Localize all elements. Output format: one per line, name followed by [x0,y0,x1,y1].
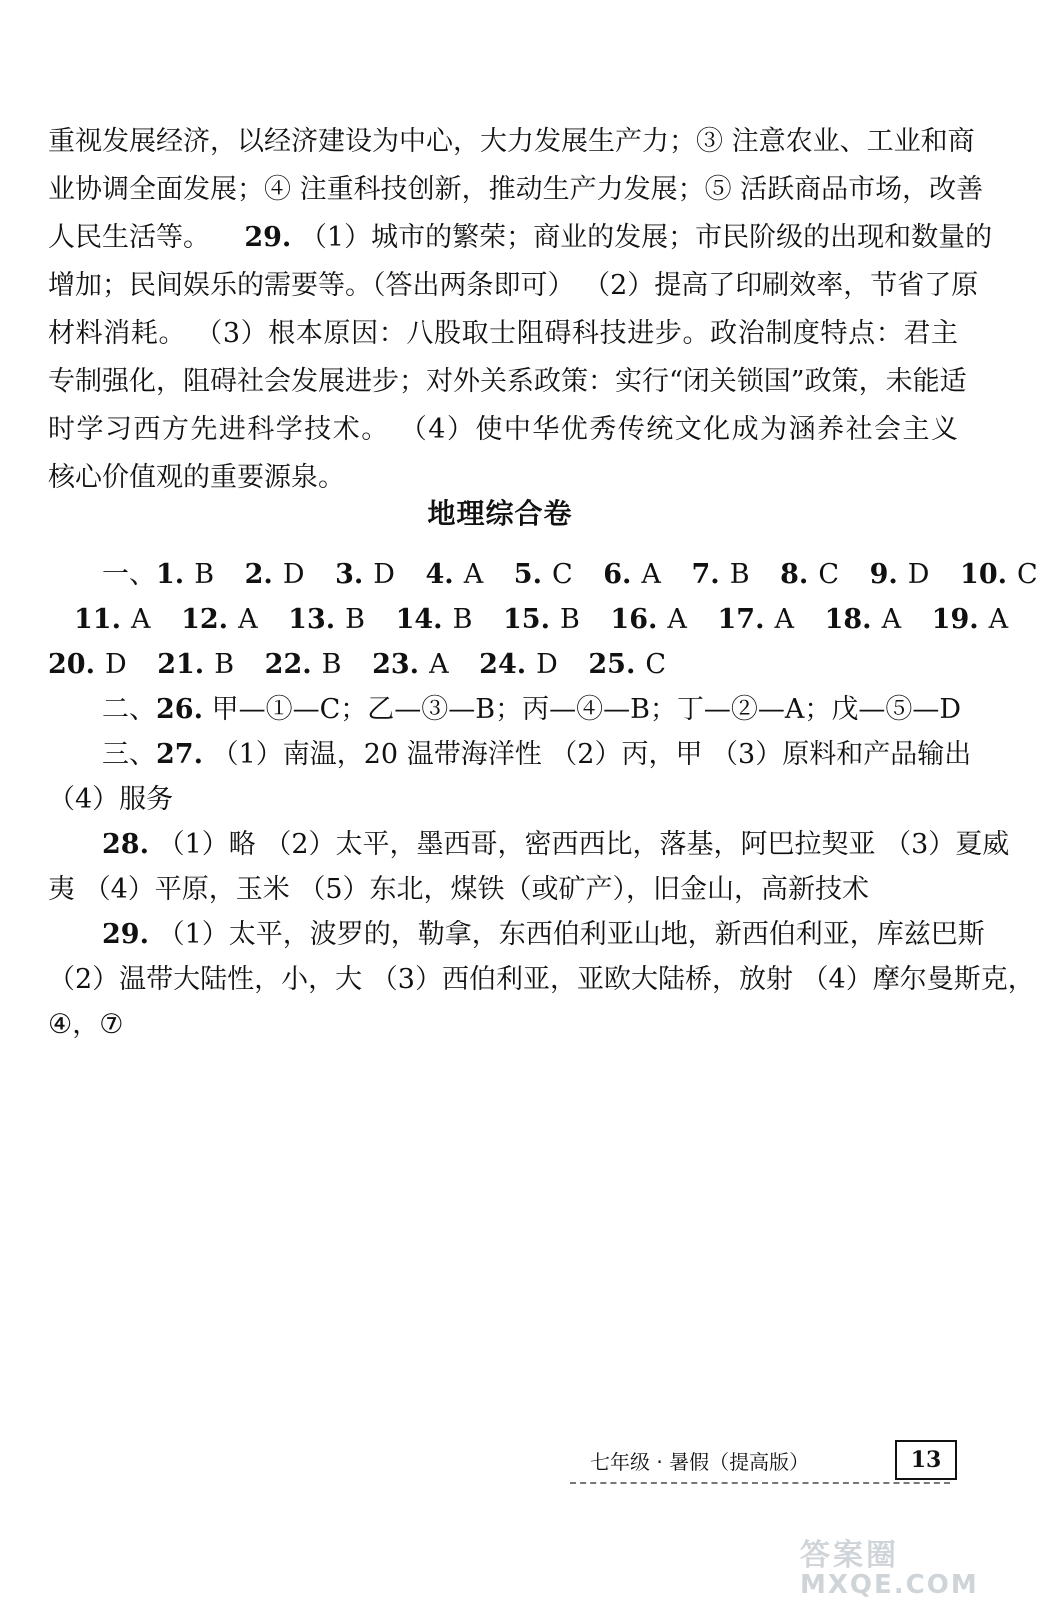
history-line-1: 重视发展经济，以经济建设为中心，大力发展生产力；③ 注意农业、工业和商 [48,126,975,157]
mc-item: 17. A [717,604,794,635]
part2-label: 二、 [102,694,156,725]
mc-item: 24. D [479,649,558,680]
q29-geo-text: （1）太平，波罗的，勒拿，东西伯利亚山地，新西伯利亚，库兹巴斯 [157,919,985,950]
q26-line [48,687,962,732]
mc-item: 9. D [869,559,930,590]
mc-item: 15. B [503,604,580,635]
history-line-4: 增加；民间娱乐的需要等。（答出两条即可） （2）提高了印刷效率，节省了原 [48,270,979,301]
mc-item: 10. C [960,559,1038,590]
watermark-bottom: MXQE.COM [800,1570,979,1600]
history-line-3 [48,214,993,262]
q27-line-2: （4）服务 [48,784,174,815]
mc-item: 2. D [244,559,305,590]
q26-number: 26. [156,694,203,725]
mc-item: 3. D [335,559,395,590]
mc-item: 14. B [395,604,473,635]
q28-line-2: 夷 （4）平原，玉米 （5）东北，煤铁（或矿产），旧金山，高新技术 [48,874,870,905]
mc-item: 13. B [288,604,365,635]
watermark-top: 答案圈 [800,1538,899,1573]
mc-item: 19. A [931,604,1009,635]
footer-label: 七年级 · 暑假（提高版） [590,1450,810,1474]
history-answers [48,118,993,502]
q29-geo-line-2: （2）温带大陆性，小，大 （3）西伯利亚，亚欧大陆桥，放射 （4）摩尔曼斯克， [48,964,1035,995]
q26-text: 甲—①—C；乙—③—B；丙—④—B；丁—②—A；戊—⑤—D [211,694,962,725]
part3-label: 三、 [102,739,156,770]
history-line-2: 业协调全面发展；④ 注重科技创新，推动生产力发展；⑤ 活跃商品市场，改善 [48,174,984,205]
mc-item: 4. A [425,559,484,590]
mc-item: 6. A [603,559,661,590]
mc-item: 1. B [156,559,215,590]
history-line-5: 材料消耗。 （3）根本原因：八股取士阻碍科技进步。政治制度特点：君主 [48,318,958,349]
q29-geo-line-1 [48,912,985,957]
mc-item: 18. A [824,604,902,635]
footer-divider [570,1482,950,1484]
q28-line-1 [48,822,1010,867]
mc-item: 21. B [157,649,235,680]
mc-item: 25. C [588,649,667,680]
q29-geo-number: 29. [102,919,149,950]
mc-item: 16. A [610,604,687,635]
q29-text: （1）城市的繁荣；商业的发展；市民阶级的出现和数量的 [299,222,993,253]
mc-item: 23. A [372,649,449,680]
page-number: 13 [895,1440,957,1480]
history-line-6: 专制强化，阻碍社会发展进步；对外关系政策：实行“闭关锁国”政策，未能适 [48,366,967,397]
history-line-3-text: 人民生活等。 [48,222,210,253]
history-line-8: 核心价值观的重要源泉。 [48,462,345,493]
q28-text: （1）略 （2）太平，墨西哥，密西西比，落基，阿巴拉契亚 （3）夏威 [157,829,1010,860]
q27-line-1 [48,732,972,777]
q29-number: 29. [244,222,292,253]
history-line-7: 时学习西方先进科学技术。 （4）使中华优秀传统文化成为涵养社会主义 [48,414,958,445]
geography-answers [48,552,1038,1047]
mc-row-1 [48,552,1038,597]
mc-item: 12. A [181,604,258,635]
mc-row-3 [48,642,958,687]
mc-item: 11. A [74,604,151,635]
q27-number: 27. [156,739,203,770]
q28-number: 28. [102,829,149,860]
mc-item: 5. C [513,559,573,590]
mc-item: 8. C [780,559,839,590]
q29-geo-line-3: ④，⑦ [48,1009,124,1040]
page-footer [590,1440,960,1500]
mc-item: 22. B [264,649,342,680]
q27-text: （1）南温，20 温带海洋性 （2）丙，甲 （3）原料和产品输出 [211,739,972,770]
mc-item: 7. B [691,559,750,590]
part1-label: 一、 [102,559,156,590]
watermark-logo [800,1530,990,1600]
mc-row-2 [48,597,1009,642]
mc-item: 20. D [48,649,127,680]
section-title: 地理综合卷 [427,497,573,530]
